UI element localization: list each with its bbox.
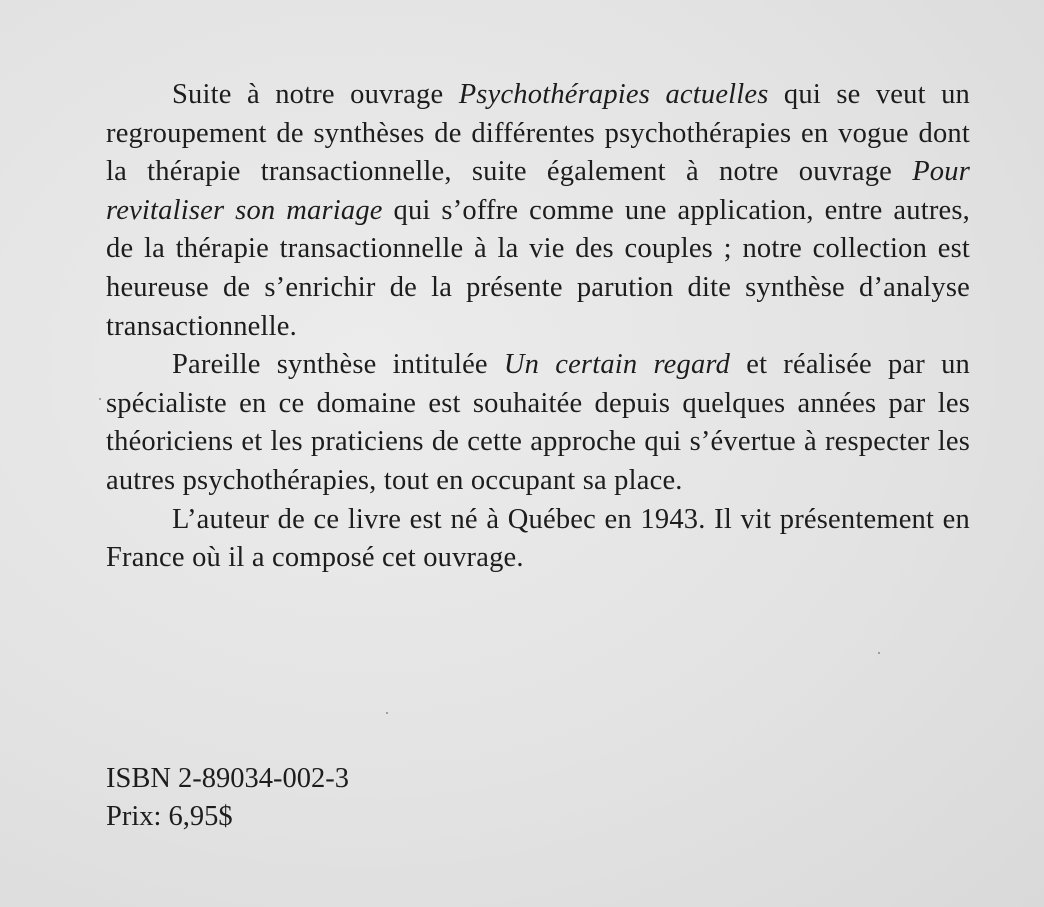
title-pour-revitaliser-son-mariage: Pour revitaliser son mariage [106,156,970,226]
paragraph-2 [106,346,970,500]
paragraph-1-text-3: qui s’offre comme une application, entre autres, de la thérapie transactionnelle à la vie des couples ; notre collection est heureuse de s’enrichir de la présente parution dite synthèse d’analyse transactionnelle. [106,194,970,342]
paragraph-1-text-2: qui se veut un regroupement de synthèses de différentes psychothérapies en vogue dont la thérapie transactionnelle, suite également à notre ouvrage [106,79,970,188]
title-un-certain-regard: Un certain regard [503,349,731,381]
isbn-line: ISBN 2-89034-002-3 [106,763,350,794]
print-speck [99,398,101,400]
print-speck [878,652,880,654]
price-line: Prix: 6,95$ [106,801,233,832]
back-cover-blurb [106,76,970,578]
paragraph-2-text-2: et réalisée par un spécialiste en ce domaine est souhaitée depuis quelques années par les théoriciens et les praticiens de cette approche qui s’évertue à respecter les autres psychothérapies, tout en occupant sa place. [106,349,970,496]
print-speck [386,712,388,714]
paragraph-3 [106,501,970,578]
publication-info [106,760,349,836]
paragraph-1 [106,76,970,346]
paragraph-1-text-1: Suite à notre ouvrage [172,79,459,110]
title-psychotherapies-actuelles: Psychothérapies actuelles [458,79,769,110]
paragraph-3-text-1: L’auteur de ce livre est né à Québec en 1943. Il vit présentement en France où il a composé cet ouvrage. [106,503,970,574]
paragraph-2-text-1: Pareille synthèse intitulée [172,349,504,381]
